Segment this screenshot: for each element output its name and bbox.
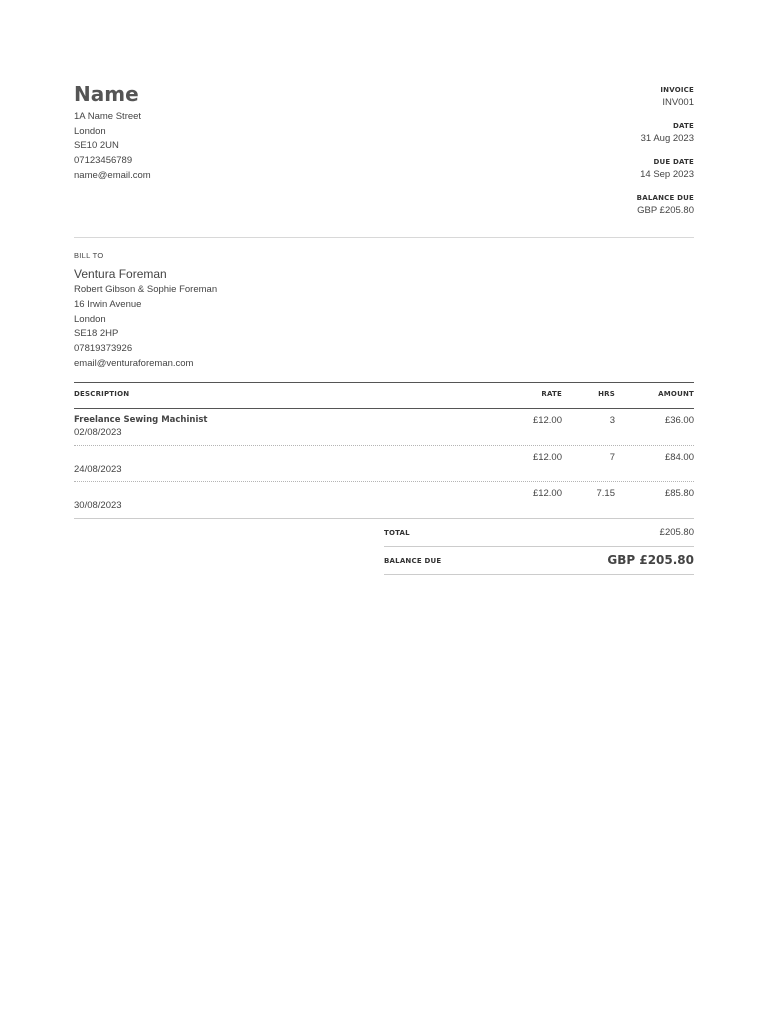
line-items-table xyxy=(74,382,694,519)
item-amount: £36.00 xyxy=(664,415,694,426)
table-row xyxy=(74,446,694,483)
column-header-description: DESCRIPTION xyxy=(74,390,130,398)
column-header-amount: AMOUNT xyxy=(658,390,694,398)
item-amount: £85.80 xyxy=(664,488,694,499)
client-contact: Robert Gibson & Sophie Foreman xyxy=(74,284,218,295)
client-details xyxy=(74,283,217,372)
balance-due-label: BALANCE DUE xyxy=(636,194,694,202)
totals-section xyxy=(384,519,694,575)
client-postcode: SE18 2HP xyxy=(74,328,119,340)
item-title: Freelance Sewing Machinist xyxy=(74,415,208,425)
item-hrs: 7 xyxy=(609,451,615,463)
invoice-header xyxy=(74,0,694,238)
sender-street: 1A Name Street xyxy=(74,111,142,122)
bill-to-section xyxy=(74,250,217,372)
table-header xyxy=(74,382,694,409)
balance-due-total-value: GBP £205.80 xyxy=(607,553,694,567)
sender-city: London xyxy=(74,125,106,137)
sender-phone: 07123456789 xyxy=(74,155,133,167)
sender-email: name@email.com xyxy=(74,169,151,181)
item-hrs: 7.15 xyxy=(596,488,615,499)
total-label: TOTAL xyxy=(384,529,410,537)
balance-due-value: GBP £205.80 xyxy=(637,205,694,216)
column-header-rate: RATE xyxy=(541,390,562,398)
sender-name: Name xyxy=(74,82,139,106)
invoice-meta xyxy=(637,85,694,229)
total-row xyxy=(384,519,694,547)
client-phone: 07819373926 xyxy=(74,343,133,355)
invoice-page xyxy=(74,0,694,567)
total-value: £205.80 xyxy=(659,527,694,538)
table-row xyxy=(74,409,694,446)
balance-due-row xyxy=(384,547,694,575)
due-date-label: DUE DATE xyxy=(653,158,694,166)
item-date: 24/08/2023 xyxy=(74,463,122,475)
item-rate: £12.00 xyxy=(532,415,562,426)
invoice-date-label: DATE xyxy=(672,122,694,130)
column-header-hrs: HRS xyxy=(598,390,615,398)
client-email: email@venturaforeman.com xyxy=(74,357,194,369)
item-date: 02/08/2023 xyxy=(74,427,122,438)
item-rate: £12.00 xyxy=(532,451,562,463)
balance-due-total-label: BALANCE DUE xyxy=(384,557,442,565)
due-date: 14 Sep 2023 xyxy=(640,169,694,180)
invoice-date: 31 Aug 2023 xyxy=(640,133,694,144)
item-date: 30/08/2023 xyxy=(74,500,122,511)
invoice-number-label: INVOICE xyxy=(660,86,694,94)
header-divider xyxy=(74,237,694,238)
item-amount: £84.00 xyxy=(664,451,694,463)
invoice-number: INV001 xyxy=(662,97,694,108)
sender-address xyxy=(74,110,151,184)
client-street: 16 Irwin Avenue xyxy=(74,298,142,310)
item-rate: £12.00 xyxy=(532,488,562,499)
bill-to-label: BILL TO xyxy=(74,251,104,260)
table-row xyxy=(74,482,694,519)
client-city: London xyxy=(74,313,106,325)
sender-postcode: SE10 2UN xyxy=(74,140,119,152)
item-hrs: 3 xyxy=(609,415,615,426)
client-name: Ventura Foreman xyxy=(74,267,167,281)
